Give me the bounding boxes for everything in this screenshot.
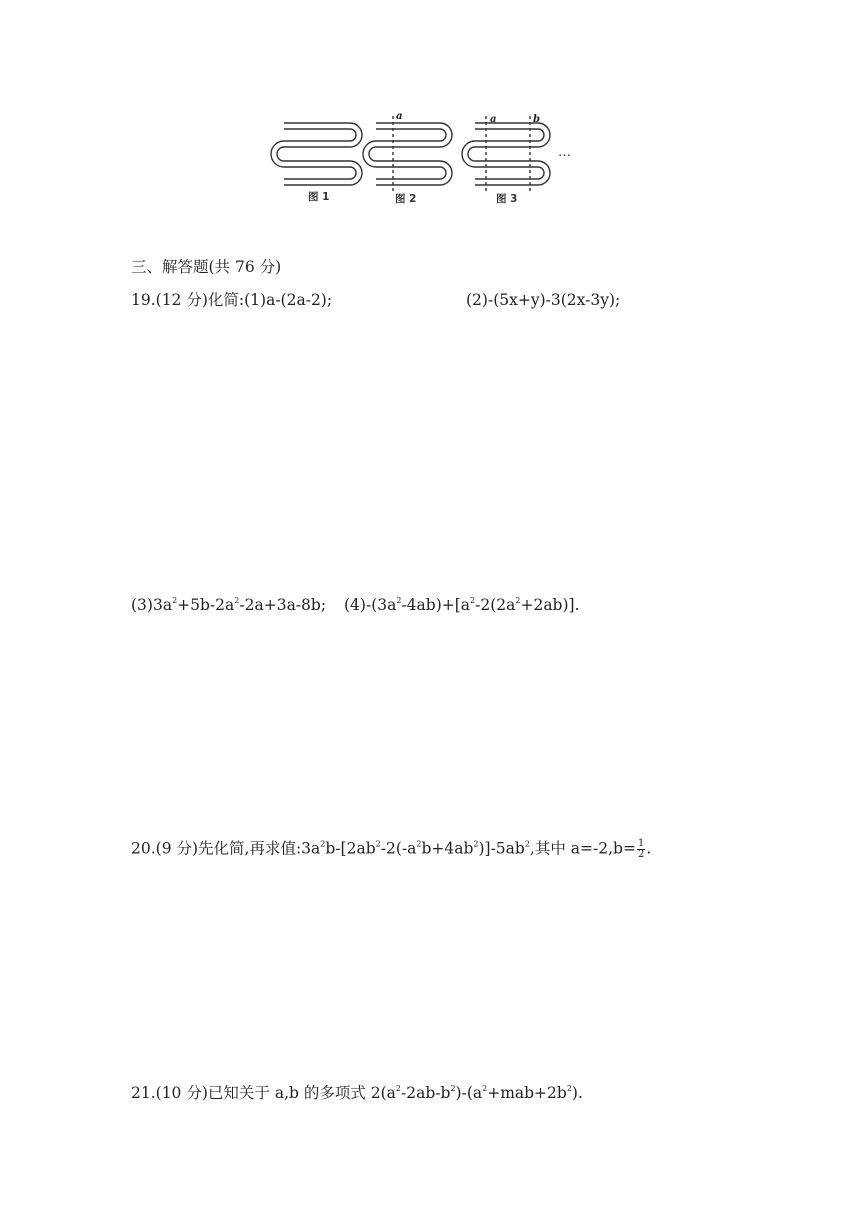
q19-part4: $(4)-(3a^2-4ab)+[a^2-2(2a^2+2ab)]$.: [344, 596, 580, 614]
caption-fig3: 图 3: [496, 193, 518, 205]
label-b-fig3: b: [533, 114, 540, 125]
caption-fig1: 图 1: [308, 191, 330, 203]
label-a-fig3: a: [490, 114, 497, 125]
q21-text: 21.(10 分)已知关于 a,b 的多项式 $2(a^2-2ab-b^2)-(a^2+mab+2b^2)$.: [131, 1084, 583, 1102]
paper-folding-figure: [268, 108, 598, 218]
q19-part1: 19.(12 分)化简:(1)a-(2a-2);: [131, 291, 333, 309]
figure-2-strip: [363, 116, 452, 192]
fraction-one-half: $\frac{1}{2}$: [637, 838, 645, 860]
section-title: 三、解答题(共 76 分): [131, 258, 282, 276]
ellipsis: …: [558, 145, 571, 160]
paper-strip-diagram: [268, 108, 598, 218]
q19-part3: $(3)3a^2+5b-2a^2-2a+3a-8b$;: [131, 596, 327, 614]
figure-1-strip: [271, 123, 362, 185]
q19-part2: (2)-(5x+y)-3(2x-3y);: [466, 291, 621, 309]
label-a-fig2: a: [396, 111, 403, 122]
figure-3-strip: [462, 116, 550, 192]
caption-fig2: 图 2: [395, 193, 417, 205]
q20-text: 20.(9 分)先化简,再求值$:3a^2b-[2ab^2-2(-a^2b+4ab^2)]-5ab^2$,其中 a=-2,b= $\frac{1}{2}$ .: [131, 838, 652, 860]
